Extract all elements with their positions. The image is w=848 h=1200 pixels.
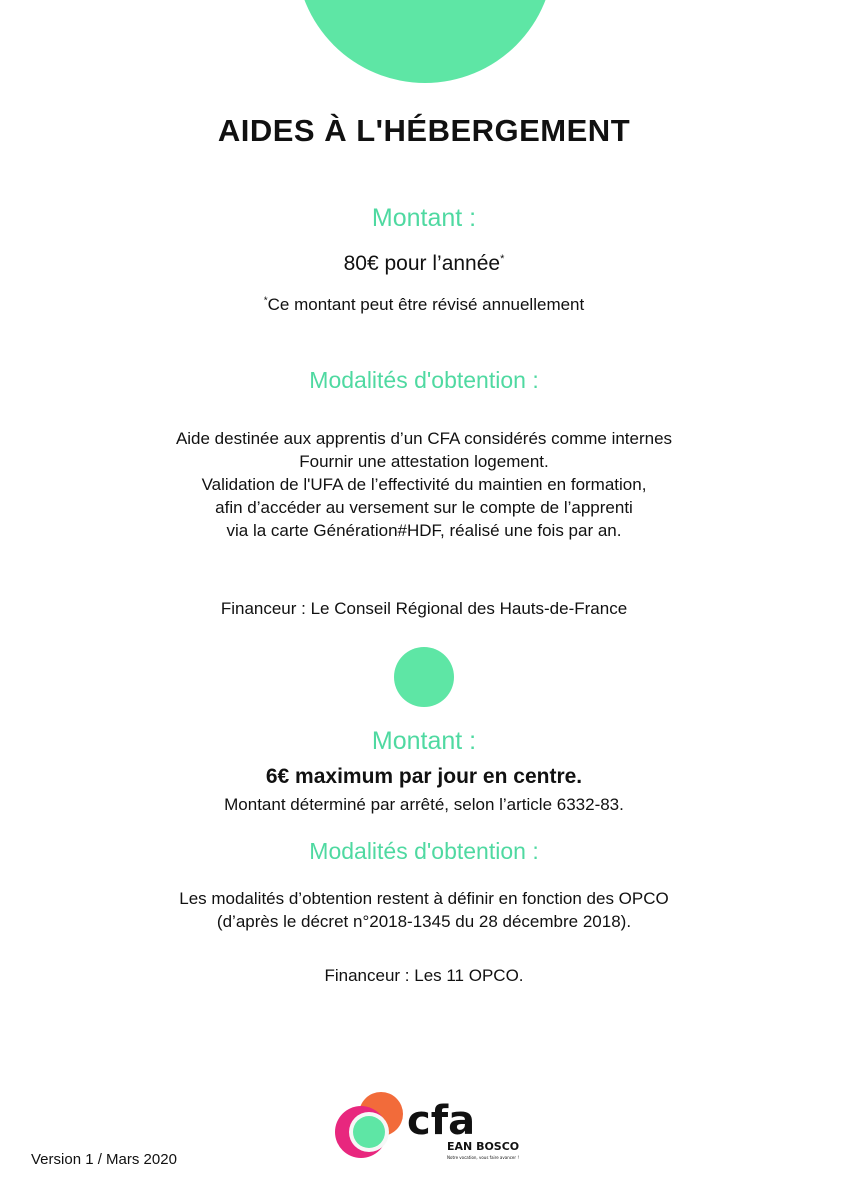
section1-line-2: Fournir une attestation logement. <box>299 452 549 471</box>
section2-amount-detail: Montant déterminé par arrêté, selon l’article 6332-83. <box>224 795 624 814</box>
section1-line-3: Validation de l'UFA de l’effectivité du maintien en formation, <box>201 475 647 494</box>
cfa-logo <box>329 1090 529 1170</box>
logo-bosco-text: EAN BOSCO <box>447 1140 520 1153</box>
version-label: Version 1 / Mars 2020 <box>31 1151 177 1168</box>
logo-cfa-text: cfa <box>407 1098 476 1144</box>
section2-financeur: Financeur : Les 11 OPCO. <box>324 966 524 985</box>
section1-note <box>0 295 848 315</box>
section1-line-1: Aide destinée aux apprentis d’un CFA considérés comme internes <box>175 429 673 448</box>
section1-amount-text: 80€ pour l’année <box>343 252 501 275</box>
section1-note-text: Ce montant peut être révisé annuellement <box>267 295 585 314</box>
decorative-middle-circle <box>394 647 454 707</box>
logo-tagline-text: Notre vocation, vous faire avancer ! <box>447 1155 519 1160</box>
section1-line-4: afin d’accéder au versement sur le compte de l’apprenti <box>215 498 633 517</box>
page-title: AIDES À L'HÉBERGEMENT <box>217 113 631 148</box>
section1-amount-marker: * <box>500 253 505 265</box>
section1-note-marker: * <box>263 295 268 307</box>
section1-financeur: Financeur : Le Conseil Régional des Hauts-de-France <box>220 599 628 618</box>
section1-modalites-heading: Modalités d'obtention : <box>309 367 539 393</box>
section1-amount <box>0 252 848 276</box>
logo-green-circle <box>353 1116 385 1148</box>
section1-description <box>0 427 848 542</box>
decorative-top-circle <box>296 0 554 83</box>
section2-amount: 6€ maximum par jour en centre. <box>265 765 583 788</box>
cfa-logo-graphic <box>329 1090 529 1170</box>
section2-line-1: Les modalités d’obtention restent à définir en fonction des OPCO <box>179 889 669 908</box>
section2-line-2: (d’après le décret n°2018-1345 du 28 décembre 2018). <box>216 912 632 931</box>
section2-description <box>0 887 848 933</box>
section1-montant-heading: Montant : <box>371 204 477 232</box>
section2-modalites-heading: Modalités d'obtention : <box>309 838 539 864</box>
section1-line-5: via la carte Génération#HDF, réalisé une fois par an. <box>226 521 622 540</box>
section2-montant-heading: Montant : <box>371 727 477 755</box>
